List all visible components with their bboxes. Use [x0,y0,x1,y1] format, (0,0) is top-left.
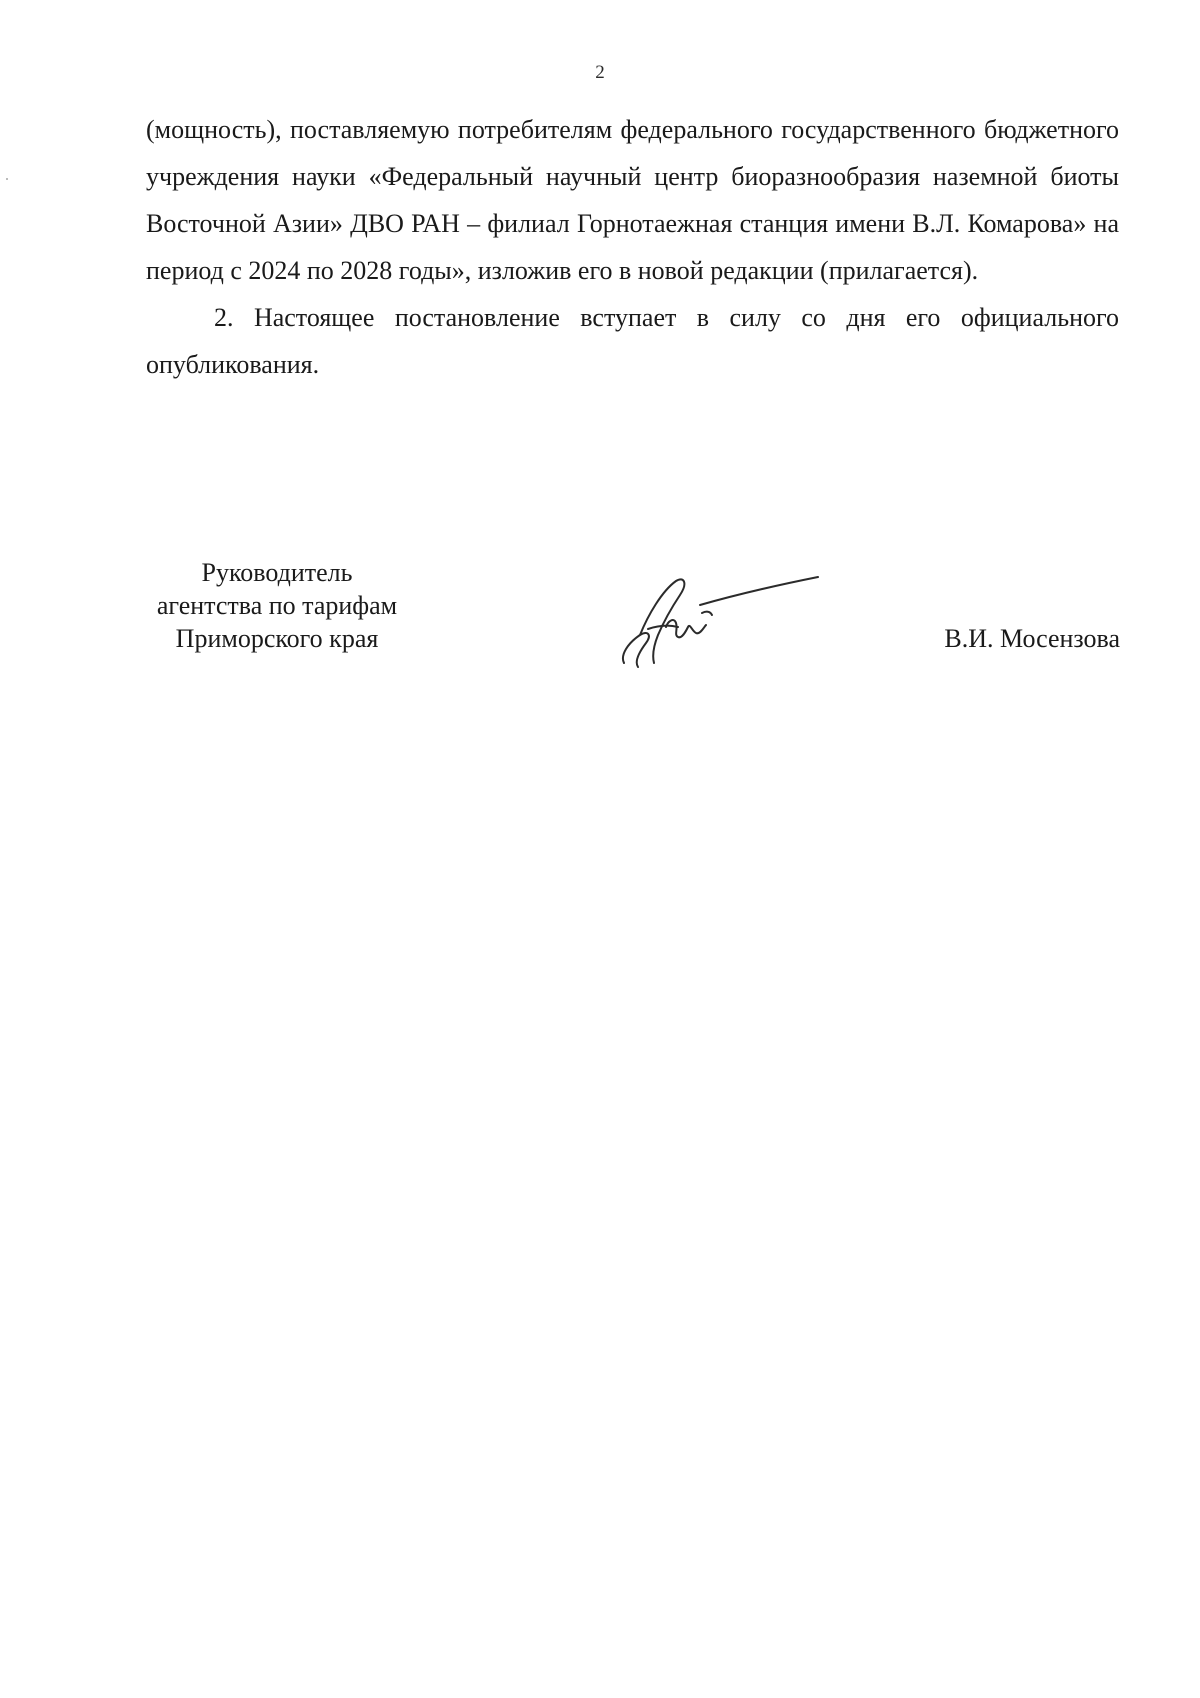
position-line: Приморского края [175,624,379,653]
signatory-position [132,556,422,655]
position-line: агентства по тарифам [156,591,398,620]
handwritten-signature [618,575,828,673]
paragraph-continuation: (мощность), поставляемую потребителям федерального государственного бюджетного учреждения науки «Федеральный научный центр биоразнообразия наземной биоты Восточной Азии» ДВО РАН – филиал Горнотаежная станция имени В.Л. Комарова» на период с 2024 по 2028 годы», изложив его в новой редакции (прилагается). [146,115,1119,285]
scan-speck [6,178,8,180]
page-number: 2 [595,62,605,83]
position-line: Руководитель [201,558,353,587]
document-body [146,106,1119,388]
signatory-name: В.И. Мосензова [944,624,1120,653]
paragraph-effective-date: 2. Настоящее постановление вступает в силу со дня его официального опубликования. [146,303,1119,379]
